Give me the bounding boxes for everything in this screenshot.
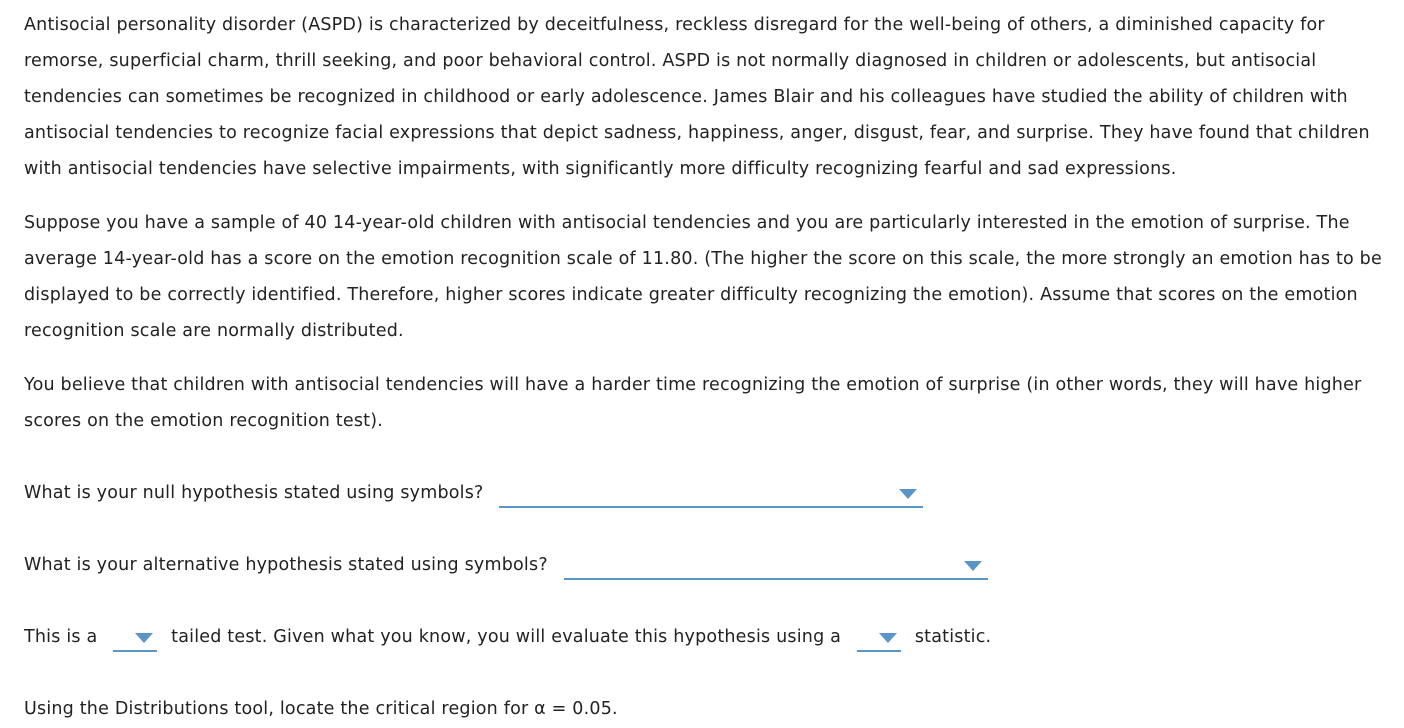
intro-paragraph: Antisocial personality disorder (ASPD) is characterized by deceitfulness, reckless disregard for the well-being of others, a diminished capacity for remorse, superficial charm, thrill seeking, and poor behavioral control. ASPD is not normally diagnosed in children or adolescents, but antisocial tendencies can sometimes be recognized in childhood or early adolescence. James Blair and his colleagues have studied the ability of children with antisocial tendencies to recognize facial expressions that depict sadness, happiness, anger, disgust, fear, and surprise. They have found that children with antisocial tendencies have selective impairments, with significantly more difficulty recognizing fearful and sad expressions. bbox=[24, 15, 1370, 179]
chevron-down-icon[interactable] bbox=[135, 633, 153, 643]
statistic-suffix-text: statistic. bbox=[914, 627, 992, 647]
tail-prefix-text: This is a bbox=[24, 627, 98, 647]
scenario-paragraph: Suppose you have a sample of 40 14-year-old children with antisocial tendencies and you are particularly interested in the emotion of surprise. The average 14-year-old has a score on the emotion recognition scale of 11.80. (The higher the score on this scale, the more strongly an emotion has to be displayed to be correctly identified. Therefore, higher scores indicate greater difficulty recognizing the emotion). Assume that scores on the emotion recognition scale are normally distributed. bbox=[24, 213, 1382, 341]
statistic-type-dropdown[interactable] bbox=[857, 619, 901, 652]
alternative-hypothesis-question bbox=[24, 547, 988, 583]
chevron-down-icon[interactable] bbox=[964, 561, 982, 571]
critical-region-instruction: Using the Distributions tool, locate the critical region for α = 0.05. bbox=[24, 699, 618, 719]
null-hypothesis-question bbox=[24, 475, 923, 511]
alternative-hypothesis-dropdown[interactable] bbox=[564, 547, 988, 580]
null-hypothesis-label: What is your null hypothesis stated using symbols? bbox=[24, 483, 484, 503]
null-hypothesis-dropdown[interactable] bbox=[499, 475, 923, 508]
alternative-hypothesis-label: What is your alternative hypothesis stated using symbols? bbox=[24, 555, 548, 575]
chevron-down-icon[interactable] bbox=[899, 489, 917, 499]
test-type-question bbox=[24, 619, 991, 655]
chevron-down-icon[interactable] bbox=[879, 633, 897, 643]
belief-paragraph: You believe that children with antisocial tendencies will have a harder time recognizing the emotion of surprise (in other words, they will have higher scores on the emotion recognition test). bbox=[24, 375, 1362, 431]
tail-middle-text: tailed test. Given what you know, you will evaluate this hypothesis using a bbox=[171, 627, 842, 647]
tail-type-dropdown[interactable] bbox=[113, 619, 157, 652]
